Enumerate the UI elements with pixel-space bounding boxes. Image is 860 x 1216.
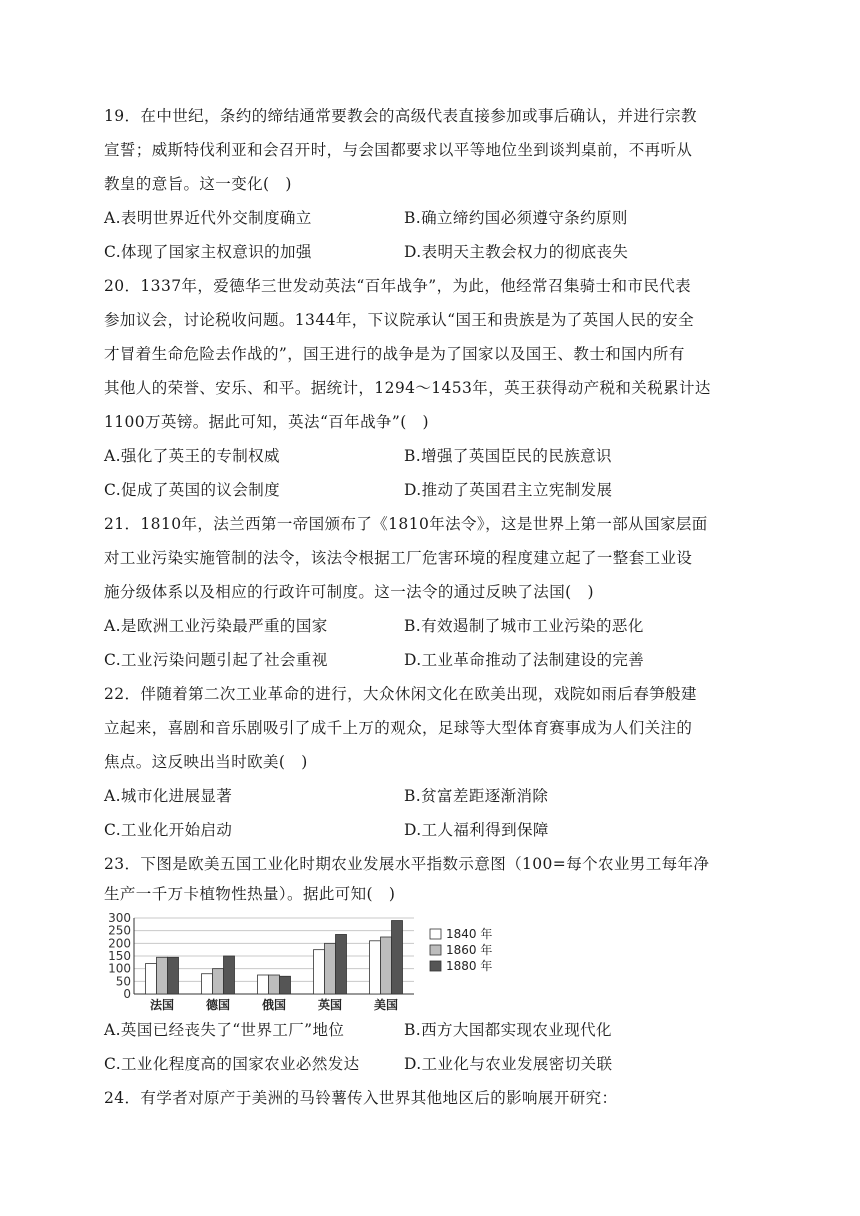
bar — [392, 921, 403, 994]
y-tick-label: 0 — [123, 987, 131, 1001]
q19-option-b: B.确立缔约国必须遵守条约原则 — [404, 209, 628, 227]
q21-option-c: C.工业污染问题引起了社会重视 — [104, 651, 328, 669]
legend-label: 1840 年 — [446, 927, 493, 941]
q22-option-b: B.贫富差距逐渐消除 — [404, 787, 549, 805]
q24-line-1: 24．有学者对原产于美洲的马铃薯传入世界其他地区后的影响展开研究： — [104, 1089, 618, 1107]
q23-option-c: C.工业化程度高的国家农业必然发达 — [104, 1055, 360, 1073]
agriculture-index-chart — [104, 908, 504, 1012]
legend-label: 1880 年 — [446, 959, 493, 973]
bar — [325, 943, 336, 994]
q20-line-2: 参加议会，讨论税收问题。1344年，下议院承认“国王和贵族是为了英国人民的安全 — [104, 311, 694, 329]
q19-option-c: C.体现了国家主权意识的加强 — [104, 243, 312, 261]
q20-option-a: A.强化了英王的专制权威 — [104, 447, 280, 465]
q20-line-5: 1100万英镑。据此可知，英法“百年战争”( ) — [104, 413, 429, 431]
bar — [157, 957, 168, 994]
q21-line-1: 21．1810年，法兰西第一帝国颁布了《1810年法令》，这是世界上第一部从国家层面 — [104, 515, 708, 533]
q20-option-c: C.促成了英国的议会制度 — [104, 481, 281, 499]
bar — [370, 941, 381, 994]
q23-line-1: 23．下图是欧美五国工业化时期农业发展水平指数示意图（100=每个农业男工每年净 — [104, 855, 710, 873]
bar — [224, 956, 235, 994]
y-tick-label: 300 — [108, 911, 131, 925]
q22-option-c: C.工业化开始启动 — [104, 821, 233, 839]
q20-line-1: 20．1337年，爱德华三世发动英法“百年战争”，为此，他经常召集骑士和市民代表 — [104, 277, 692, 295]
q22-line-3: 焦点。这反映出当时欧美( ) — [104, 753, 308, 771]
q22-option-a: A.城市化进展显著 — [104, 787, 233, 805]
x-tick-label: 德国 — [205, 998, 231, 1012]
q21-option-b: B.有效遏制了城市工业污染的恶化 — [404, 617, 644, 635]
q19-option-d: D.表明天主教会权力的彻底丧失 — [404, 243, 629, 261]
legend-swatch — [430, 929, 441, 939]
q23-option-a: A.英国已经丧失了“世界工厂”地位 — [104, 1021, 345, 1039]
x-tick-label: 俄国 — [261, 998, 287, 1012]
x-tick-label: 法国 — [149, 998, 175, 1012]
q23-option-b: B.西方大国都实现农业现代化 — [404, 1021, 612, 1039]
y-tick-label: 150 — [108, 949, 131, 963]
x-tick-label: 英国 — [317, 998, 343, 1012]
q22-line-1: 22．伴随着第二次工业革命的进行，大众休闲文化在欧美出现，戏院如雨后春笋般建 — [104, 685, 697, 703]
y-tick-label: 50 — [115, 974, 131, 989]
q20-line-4: 其他人的荣誉、安乐、和平。据统计，1294～1453年，英王获得动产税和关税累计达 — [104, 379, 711, 397]
q21-line-2: 对工业污染实施管制的法令，该法令根据工厂危害环境的程度建立起了一整套工业设 — [104, 549, 693, 567]
legend-swatch — [430, 961, 441, 971]
q21-option-d: D.工业革命推动了法制建设的完善 — [404, 651, 645, 669]
y-tick-label: 200 — [108, 936, 131, 951]
q19-option-a: A.表明世界近代外交制度确立 — [104, 209, 312, 227]
bar — [314, 950, 325, 994]
bar — [336, 934, 347, 994]
bar — [146, 964, 157, 994]
x-tick-label: 美国 — [373, 998, 399, 1012]
q19-line-2: 宣誓；威斯特伐利亚和会召开时，与会国都要求以平等地位坐到谈判桌前，不再听从 — [104, 141, 693, 159]
q23-line-2: 生产一千万卡植物性热量）。据此可知( ) — [104, 885, 396, 903]
y-tick-label: 100 — [108, 961, 131, 976]
bar — [280, 976, 291, 994]
bar — [381, 937, 392, 994]
bar — [202, 974, 213, 994]
q20-line-3: 才冒着生命危险去作战的”，国王进行的战争是为了国家以及国王、教士和国内所有 — [104, 345, 685, 363]
q19-line-3: 教皇的意旨。这一变化( ) — [104, 175, 292, 193]
q20-option-b: B.增强了英国臣民的民族意识 — [404, 447, 612, 465]
chart-svg — [104, 908, 504, 1012]
q22-line-2: 立起来，喜剧和音乐剧吸引了成千上万的观众，足球等大型体育赛事成为人们关注的 — [104, 719, 693, 737]
legend-label: 1860 年 — [446, 943, 493, 957]
q23-option-d: D.工业化与农业发展密切关联 — [404, 1055, 613, 1073]
q22-option-d: D.工人福利得到保障 — [404, 821, 549, 839]
bar — [269, 975, 280, 994]
q19-line-1: 19．在中世纪，条约的缔结通常要教会的高级代表直接参加或事后确认，并进行宗教 — [104, 107, 697, 125]
q21-line-3: 施分级体系以及相应的行政许可制度。这一法令的通过反映了法国( ) — [104, 583, 594, 601]
bar — [168, 957, 179, 994]
q20-option-d: D.推动了英国君主立宪制发展 — [404, 481, 613, 499]
bar — [213, 969, 224, 994]
q21-option-a: A.是欧洲工业污染最严重的国家 — [104, 617, 328, 635]
legend-swatch — [430, 945, 441, 955]
bar — [258, 975, 269, 994]
y-tick-label: 250 — [108, 923, 131, 938]
